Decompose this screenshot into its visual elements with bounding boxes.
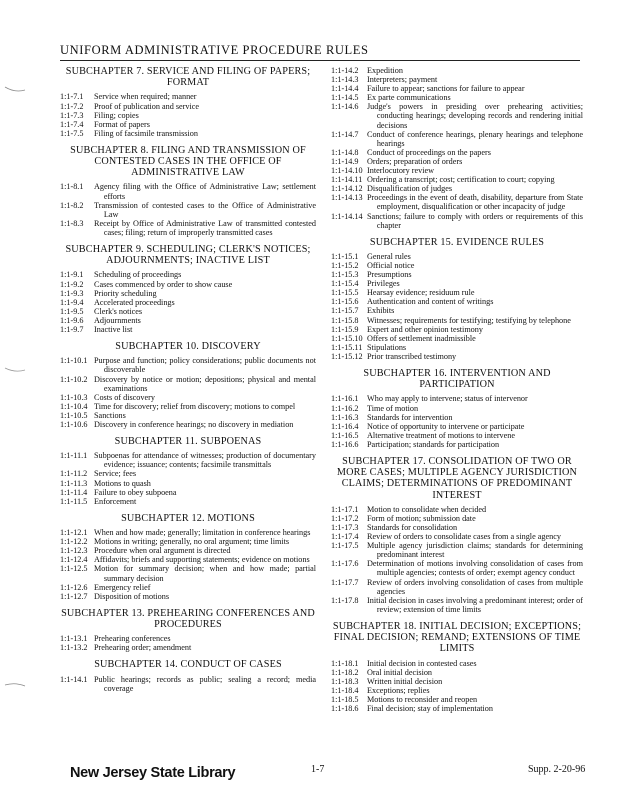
rule-entry [331,686,583,695]
rule-title: Receipt by Office of Administrative Law of transmitted contested cases; filing; return of improperly transmitted cases [94,218,316,237]
rule-entry [331,404,583,413]
rule-title: Notice of opportunity to intervene or participate [367,421,525,431]
rule-entry [331,166,583,175]
rule-title: Form of motion; submission date [367,513,476,523]
rule-entry [331,695,583,704]
rule-title: Prior transcribed testimony [367,351,457,361]
rule-number: 1:1-17.7 [331,577,359,587]
rule-title: Expert and other opinion testimony [367,324,483,334]
rule-number: 1:1-10.1 [60,356,88,366]
rule-title: Presumptions [367,270,412,280]
rule-entry [331,440,583,449]
rule-entry [331,394,583,403]
rule-title: When and how made; generally; limitation in conference hearings [94,528,311,538]
rule-number: 1:1-13.2 [60,643,88,653]
rule-title: Motions to reconsider and reopen [367,694,478,704]
rule-title: Sanctions; failure to comply with orders or requirements of this chapter [367,211,583,230]
rule-title: Hearsay evidence; residuum rule [367,288,475,298]
rule-title: Oral initial decision [367,667,433,677]
punch-mark [4,367,26,374]
rule-number: 1:1-14.7 [331,129,359,139]
rule-number: 1:1-9.5 [60,306,84,316]
rule-title: Multiple agency jurisdiction claims; standards for determining predominant interest [367,541,583,560]
rule-title: Subpoenas for attendance of witnesses; production of documentary evidence; issuance; contents; facsimile transmittals [94,451,316,470]
rule-number: 1:1-7.5 [60,128,84,138]
rule-entry [331,325,583,334]
rule-number: 1:1-12.7 [60,591,88,601]
rule-number: 1:1-16.4 [331,421,359,431]
rule-entry [60,402,316,411]
rule-title: Inactive list [94,325,133,335]
rule-entry [60,316,316,325]
rule-title: Written initial decision [367,676,443,686]
rule-title: Proceedings in the event of death, disability, departure from State employment, disqualification or other incapacity of judge [367,193,583,212]
rule-number: 1:1-12.5 [60,564,88,574]
rule-title: Expedition [367,66,403,75]
rule-title: Prehearing conferences [94,634,171,644]
rule-title: Costs of discovery [94,392,155,402]
rule-title: Service when required; manner [94,92,197,102]
rule-title: Proof of publication and service [94,101,200,111]
rule-number: 1:1-10.4 [60,401,88,411]
rule-title: Interlocutory review [367,166,435,176]
rule-number: 1:1-15.2 [331,260,359,270]
library-stamp: New Jersey State Library [70,765,236,781]
rule-number: 1:1-14.10 [331,166,363,176]
rule-number: 1:1-8.1 [60,182,84,192]
rule-entry [331,596,583,614]
rule-number: 1:1-18.6 [331,704,359,713]
rule-title: Affidavits; briefs and supporting statements; evidence on motions [94,555,310,565]
rule-entry [331,668,583,677]
rule-entry [331,334,583,343]
rule-title: Who may apply to intervene; status of intervenor [367,394,528,404]
rule-number: 1:1-14.14 [331,211,363,221]
rule-entry [331,704,583,713]
rule-entry [331,66,583,75]
rule-entry [331,316,583,325]
rule-number: 1:1-18.1 [331,658,359,668]
rule-number: 1:1-15.3 [331,270,359,280]
rule-entry [331,559,583,577]
rule-number: 1:1-8.3 [60,218,84,228]
subchapter-heading: SUBCHAPTER 11. SUBPOENAS [114,436,262,448]
rule-entry [331,541,583,559]
subchapter-heading: SUBCHAPTER 10. DISCOVERY [115,341,261,353]
rule-entry [60,592,316,601]
punch-mark [4,681,26,688]
rule-number: 1:1-12.6 [60,582,88,592]
rule-entry [60,469,316,478]
subchapter-heading: SUBCHAPTER 13. PREHEARING CONFERENCES AND PROCEDURES [61,607,315,630]
rule-number: 1:1-10.5 [60,410,88,420]
rule-title: Procedure when oral argument is directed [94,546,231,556]
rule-number: 1:1-11.4 [60,487,88,497]
rule-title: Transmission of contested cases to the Office of Administrative Law [94,200,316,219]
rule-number: 1:1-7.1 [60,92,84,102]
rule-entry [60,675,316,693]
rule-entry [60,546,316,555]
rule-title: Interpreters; payment [367,75,438,85]
rule-entry [60,289,316,298]
rule-number: 1:1-15.11 [331,342,363,352]
rule-number: 1:1-17.8 [331,595,359,605]
rule-number: 1:1-12.1 [60,528,88,538]
rule-title: Ordering a transcript; cost; certification to court; copying [367,175,555,185]
rule-number: 1:1-9.2 [60,279,84,289]
subchapter-heading: SUBCHAPTER 15. EVIDENCE RULES [369,236,545,248]
rule-entry [331,279,583,288]
rule-title: Purpose and function; policy considerations; public documents not discoverable [94,356,316,375]
rule-entry [331,677,583,686]
rule-title: Motions to quash [94,478,151,488]
rule-title: Service; fees [94,469,137,479]
rule-number: 1:1-17.1 [331,504,359,514]
rule-entry [331,431,583,440]
rule-entry [331,523,583,532]
rule-title: Review of orders to consolidate cases from a single agency [367,532,561,542]
rule-entry [331,352,583,361]
rule-entry [331,413,583,422]
rule-number: 1:1-10.2 [60,374,88,384]
rule-title: Priority scheduling [94,288,157,298]
rule-entry [60,298,316,307]
rule-entry [60,270,316,279]
rule-title: Conduct of conference hearings, plenary hearings and telephone hearings [367,129,583,148]
rule-number: 1:1-15.6 [331,297,359,307]
rule-entry [60,488,316,497]
rule-title: Witnesses; requirements for testifying; testifying by telephone [367,315,571,325]
rule-number: 1:1-15.5 [331,288,359,298]
rule-title: Conduct of proceedings on the papers [367,147,491,157]
rule-number: 1:1-7.4 [60,119,84,129]
left-column [60,66,316,693]
rule-entry [60,634,316,643]
rule-number: 1:1-16.5 [331,430,359,440]
rule-title: Time for discovery; relief from discovery; motions to compel [94,401,296,411]
rule-entry [331,193,583,211]
rule-title: Sanctions [94,410,126,420]
subchapter-heading: SUBCHAPTER 8. FILING AND TRANSMISSION OF CONTESTED CASES IN THE OFFICE OF ADMINISTRATIVE LAW [70,144,306,179]
rule-number: 1:1-14.3 [331,75,359,85]
rule-entry [331,261,583,270]
rule-title: Exhibits [367,306,395,316]
supplement-date: Supp. 2-20-96 [528,764,586,775]
rule-number: 1:1-11.3 [60,478,88,488]
rule-title: Clerk's notices [94,306,143,316]
rule-number: 1:1-14.5 [331,93,359,103]
rule-entry [331,505,583,514]
rule-title: Motion for summary decision; when and how made; partial summary decision [94,564,316,583]
rule-title: Orders; preparation of orders [367,156,463,166]
rule-entry [60,120,316,129]
page-number: 1-7 [311,764,325,775]
rule-title: Agency filing with the Office of Administrative Law; settlement efforts [94,182,316,201]
right-column [331,66,583,713]
rule-title: Enforcement [94,496,137,506]
rule-number: 1:1-9.4 [60,297,84,307]
rule-number: 1:1-8.2 [60,200,84,210]
rule-entry [60,393,316,402]
subchapter-heading: SUBCHAPTER 7. SERVICE AND FILING OF PAPERS; FORMAT [65,66,311,89]
rule-entry [60,92,316,101]
rule-number: 1:1-9.1 [60,270,84,280]
rule-entry [60,325,316,334]
rule-number: 1:1-18.3 [331,676,359,686]
rule-number: 1:1-14.13 [331,193,363,203]
rule-number: 1:1-17.2 [331,513,359,523]
rule-title: Initial decision in contested cases [367,658,477,668]
rule-entry [60,182,316,200]
subchapter-heading: SUBCHAPTER 18. INITIAL DECISION; EXCEPTIONS; FINAL DECISION; REMAND; EXTENSIONS OF TIME LIMITS [332,620,582,655]
rule-number: 1:1-14.8 [331,147,359,157]
rule-title: Cases commenced by order to show cause [94,279,233,289]
rule-entry [60,643,316,652]
rule-title: Motion to consolidate when decided [367,504,487,514]
rule-entry [60,583,316,592]
rule-title: Filing; copies [94,110,139,120]
rule-entry [60,219,316,237]
rule-title: Filing of facsimile transmission [94,128,198,138]
rule-number: 1:1-15.7 [331,306,359,316]
rule-title: Failure to appear; sanctions for failure to appear [367,84,525,94]
rule-entry [60,411,316,420]
rule-entry [331,514,583,523]
rule-number: 1:1-12.4 [60,555,88,565]
rule-title: Format of papers [94,119,150,129]
rule-number: 1:1-15.8 [331,315,359,325]
rule-title: Offers of settlement inadmissible [367,333,476,343]
rule-title: Failure to obey subpoena [94,487,177,497]
punch-mark [4,86,26,93]
rule-number: 1:1-11.1 [60,451,88,461]
rule-title: Privileges [367,279,400,289]
rule-number: 1:1-15.4 [331,279,359,289]
rule-entry [331,343,583,352]
rule-entry [60,537,316,546]
subchapter-heading: SUBCHAPTER 14. CONDUCT OF CASES [94,659,282,671]
rule-number: 1:1-17.5 [331,541,359,551]
rule-number: 1:1-16.2 [331,403,359,413]
rule-entry [331,75,583,84]
rule-title: Public hearings; records as public; sealing a record; media coverage [94,674,316,693]
subchapter-heading: SUBCHAPTER 17. CONSOLIDATION OF TWO OR MORE CASES; MULTIPLE AGENCY JURISDICTION CLAIMS; DETERMINATIONS OF PREDOMINANT INTEREST [336,455,578,501]
rule-number: 1:1-9.6 [60,315,84,325]
rule-entry [331,102,583,129]
rule-number: 1:1-9.3 [60,288,84,298]
rule-number: 1:1-11.2 [60,469,88,479]
rule-title: Authentication and content of writings [367,297,494,307]
rule-entry [331,212,583,230]
rule-entry [331,130,583,148]
rule-title: Disqualification of judges [367,184,453,194]
rule-number: 1:1-14.12 [331,184,363,194]
rule-entry [331,157,583,166]
rule-number: 1:1-15.12 [331,351,363,361]
rule-entry [60,280,316,289]
rule-entry [60,111,316,120]
subchapter-heading: SUBCHAPTER 9. SCHEDULING; CLERK'S NOTICES; ADJOURNMENTS; INACTIVE LIST [65,244,311,267]
rule-number: 1:1-14.4 [331,84,359,94]
rule-number: 1:1-15.9 [331,324,359,334]
rule-number: 1:1-7.3 [60,110,84,120]
rule-entry [60,356,316,374]
subchapter-heading: SUBCHAPTER 16. INTERVENTION AND PARTICIPATION [363,368,551,391]
rule-number: 1:1-7.2 [60,101,84,111]
rule-number: 1:1-14.2 [331,66,359,75]
rule-title: Exceptions; replies [367,685,430,695]
subchapter-heading: SUBCHAPTER 12. MOTIONS [121,512,255,524]
rule-title: Prehearing order; amendment [94,643,192,653]
rule-entry [331,175,583,184]
rule-number: 1:1-14.11 [331,175,363,185]
rule-title: Standards for intervention [367,412,453,422]
rule-entry [60,129,316,138]
rule-number: 1:1-13.1 [60,634,88,644]
rule-entry [331,288,583,297]
rule-number: 1:1-17.4 [331,532,359,542]
rule-number: 1:1-18.5 [331,694,359,704]
rule-entry [60,375,316,393]
rule-entry [331,84,583,93]
rule-title: Participation; standards for participation [367,439,500,449]
rule-entry [331,184,583,193]
rule-entry [331,148,583,157]
rule-title: Scheduling of proceedings [94,270,182,280]
rule-title: Determination of motions involving consolidation of cases from multiple agencies; contests of order; exempt agency conduct [367,559,583,578]
rule-entry [60,564,316,582]
page-header: UNIFORM ADMINISTRATIVE PROCEDURE RULES [60,43,580,61]
rule-title: Ex parte communications [367,93,451,103]
rule-title: General rules [367,251,411,261]
rule-number: 1:1-18.4 [331,685,359,695]
rule-number: 1:1-14.1 [60,674,88,684]
rule-entry [331,270,583,279]
rule-title: Official notice [367,260,415,270]
rule-number: 1:1-16.6 [331,439,359,449]
rule-entry [60,555,316,564]
rule-number: 1:1-14.9 [331,156,359,166]
rule-number: 1:1-14.6 [331,102,359,112]
rule-number: 1:1-15.10 [331,333,363,343]
rule-entry [331,297,583,306]
rule-entry [331,578,583,596]
rule-entry [331,252,583,261]
rule-title: Final decision; stay of implementation [367,704,493,713]
rule-title: Adjournments [94,315,141,325]
rule-title: Alternative treatment of motions to intervene [367,430,516,440]
rule-entry [60,451,316,469]
rule-number: 1:1-18.2 [331,667,359,677]
rule-entry [60,201,316,219]
rule-number: 1:1-10.6 [60,419,88,429]
rule-entry [331,422,583,431]
rule-title: Disposition of motions [94,591,170,601]
rule-title: Discovery in conference hearings; no discovery in mediation [94,419,294,429]
rule-number: 1:1-17.6 [331,559,359,569]
rule-entry [60,528,316,537]
rule-number: 1:1-15.1 [331,251,359,261]
rule-title: Time of motion [367,403,419,413]
rule-number: 1:1-12.3 [60,546,88,556]
rule-entry [60,307,316,316]
rule-title: Stipulations [367,342,407,352]
rule-title: Initial decision in cases involving a predominant interest; order of review; extension of time limits [367,595,583,614]
rule-entry [331,306,583,315]
rule-entry [60,420,316,429]
rule-title: Review of orders involving consolidation of cases from multiple agencies [367,577,583,596]
rule-number: 1:1-16.1 [331,394,359,404]
rule-number: 1:1-9.7 [60,325,84,335]
rule-title: Judge's powers in presiding over prehearing activities; conducting hearings; developing records and rendering initial decisions [367,102,583,130]
rule-title: Accelerated proceedings [94,297,175,307]
rule-title: Discovery by notice or motion; depositions; physical and mental examinations [94,374,316,393]
rule-number: 1:1-17.3 [331,522,359,532]
rule-title: Motions in writing; generally, no oral argument; time limits [94,537,290,547]
rule-entry [331,659,583,668]
rule-number: 1:1-12.2 [60,537,88,547]
rule-entry [60,102,316,111]
rule-number: 1:1-16.3 [331,412,359,422]
rule-number: 1:1-10.3 [60,392,88,402]
rule-number: 1:1-11.5 [60,496,88,506]
rule-title: Emergency relief [94,582,151,592]
rule-title: Standards for consolidation [367,522,458,532]
rule-entry [60,497,316,506]
rule-entry [331,532,583,541]
rule-entry [60,479,316,488]
rule-entry [331,93,583,102]
